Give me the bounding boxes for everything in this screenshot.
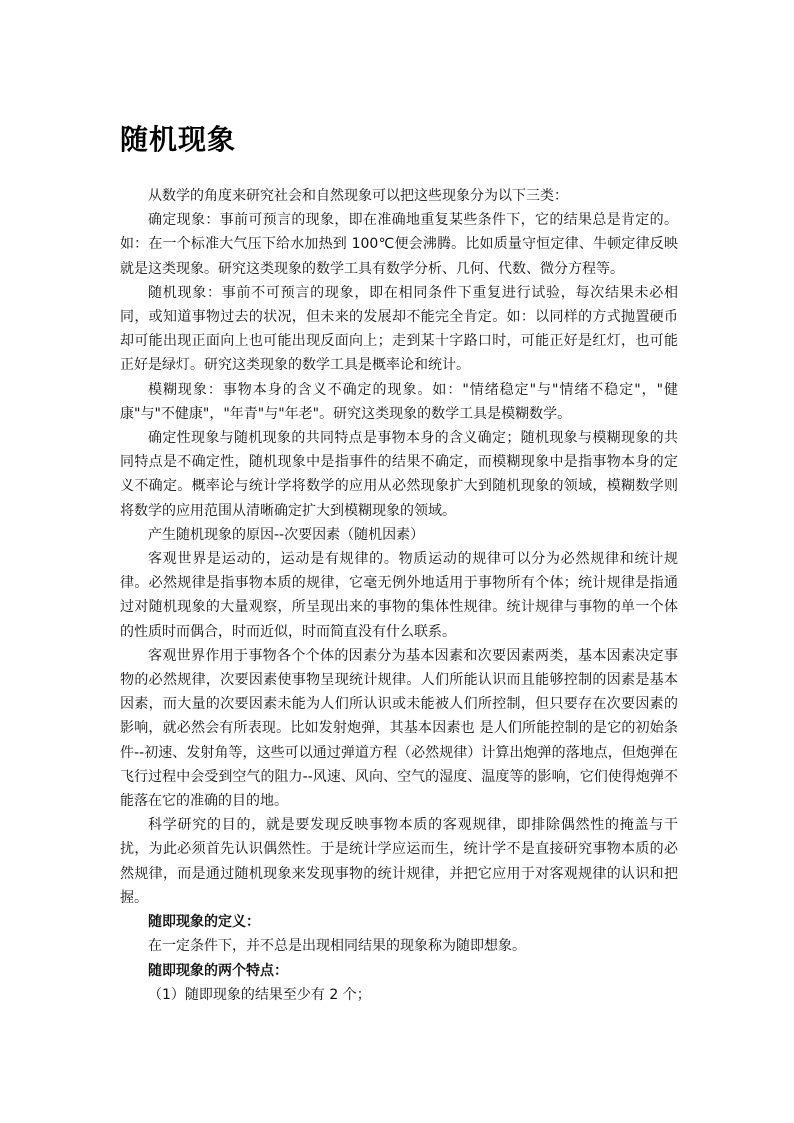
- paragraph: 在一定条件下，并不总是出现相同结果的现象称为随即想象。: [148, 938, 526, 955]
- paragraph: 产生随机现象的原因--次要因素（随机因素）: [148, 526, 425, 543]
- section-heading: 随即现象的定义：: [148, 914, 260, 931]
- paragraph: 从数学的角度来研究社会和自然现象可以把这些现象分为以下三类：: [148, 188, 568, 204]
- page-title: 随机现象: [120, 123, 237, 156]
- document-body: [120, 184, 678, 1007]
- paragraph: 客观世界作用于事物各个个体的因素分为基本因素和次要因素两类，基本因素决定事物的必然规律，次要因素使事物呈现统计规律。人们所能认识而且能够控制的因素是基本因素，而大量的次要因素未能为人们所认识或未能被人们所控制，但只要存在次要因素的影响，就必然会有所表现。比如发射炮弹，其基本因素也 是人们所能控制的是它的初始条件--初速、发射角等，这些可以通过弹道方程（必然规律）计算出炮弹的落地点，但炮弹在飞行过程中会受到空气的阻力--风速、风向、空气的湿度、温度等的影响，它们使得炮弹不能落在它的准确的目的地。: [120, 647, 678, 810]
- paragraph: 确定现象：事前可预言的现象，即在准确地重复某些条件下，它的结果总是肯定的。如：在一个标准大气压下给水加热到 100℃便会沸腾。比如质量守恒定律、牛顿定律反映就是这类现象。研究这类现象的数学工具有数学分析、几何、代数、微分方程等。: [120, 212, 678, 277]
- paragraph: 客观世界是运动的，运动是有规律的。物质运动的规律可以分为必然规律和统计规律。必然规律是指事物本质的规律，它毫无例外地适用于事物所有个体；统计规律是指通过对随机现象的大量观察，所呈现出来的事物的集体性规律。统计规律与事物的单一个体的性质时而偶合，时而近似，时而简直没有什么联系。: [120, 551, 678, 640]
- paragraph: （1）随即现象的结果至少有 2 个；: [148, 986, 371, 1003]
- section-heading: 随即现象的两个特点：: [148, 962, 288, 979]
- paragraph: 确定性现象与随机现象的共同特点是事物本身的含义确定；随机现象与模糊现象的共同特点是不确定性，随机现象中是指事件的结果不确定，而模糊现象中是指事物本身的定义不确定。概率论与统计学将数学的应用从必然现象扩大到随机现象的领域，模糊数学则将数学的应用范围从清晰确定扩大到模糊现象的领域。: [120, 430, 678, 519]
- paragraph: 模糊现象：事物本身的含义不确定的现象。如："情绪稳定"与"情绪不稳定"，"健康"与"不健康"，"年青"与"年老"。研究这类现象的数学工具是模糊数学。: [120, 381, 678, 422]
- paragraph: 随机现象：事前不可预言的现象，即在相同条件下重复进行试验，每次结果未必相同，或知道事物过去的状况，但未来的发展却不能完全肯定。如：以同样的方式抛置硬币却可能出现正面向上也可能出现反面向上；走到某十字路口时，可能正好是红灯，也可能正好是绿灯。研究这类现象的数学工具是概率论和统计。: [120, 284, 678, 374]
- paragraph: 科学研究的目的，就是要发现反映事物本质的客观规律，即排除偶然性的掩盖与干扰，为此必须首先认识偶然性。于是统计学应运而生，统计学不是直接研究事物本质的必然规律，而是通过随机现象来发现事物的统计规律，并把它应用于对客观规律的认识和把握。: [120, 817, 678, 906]
